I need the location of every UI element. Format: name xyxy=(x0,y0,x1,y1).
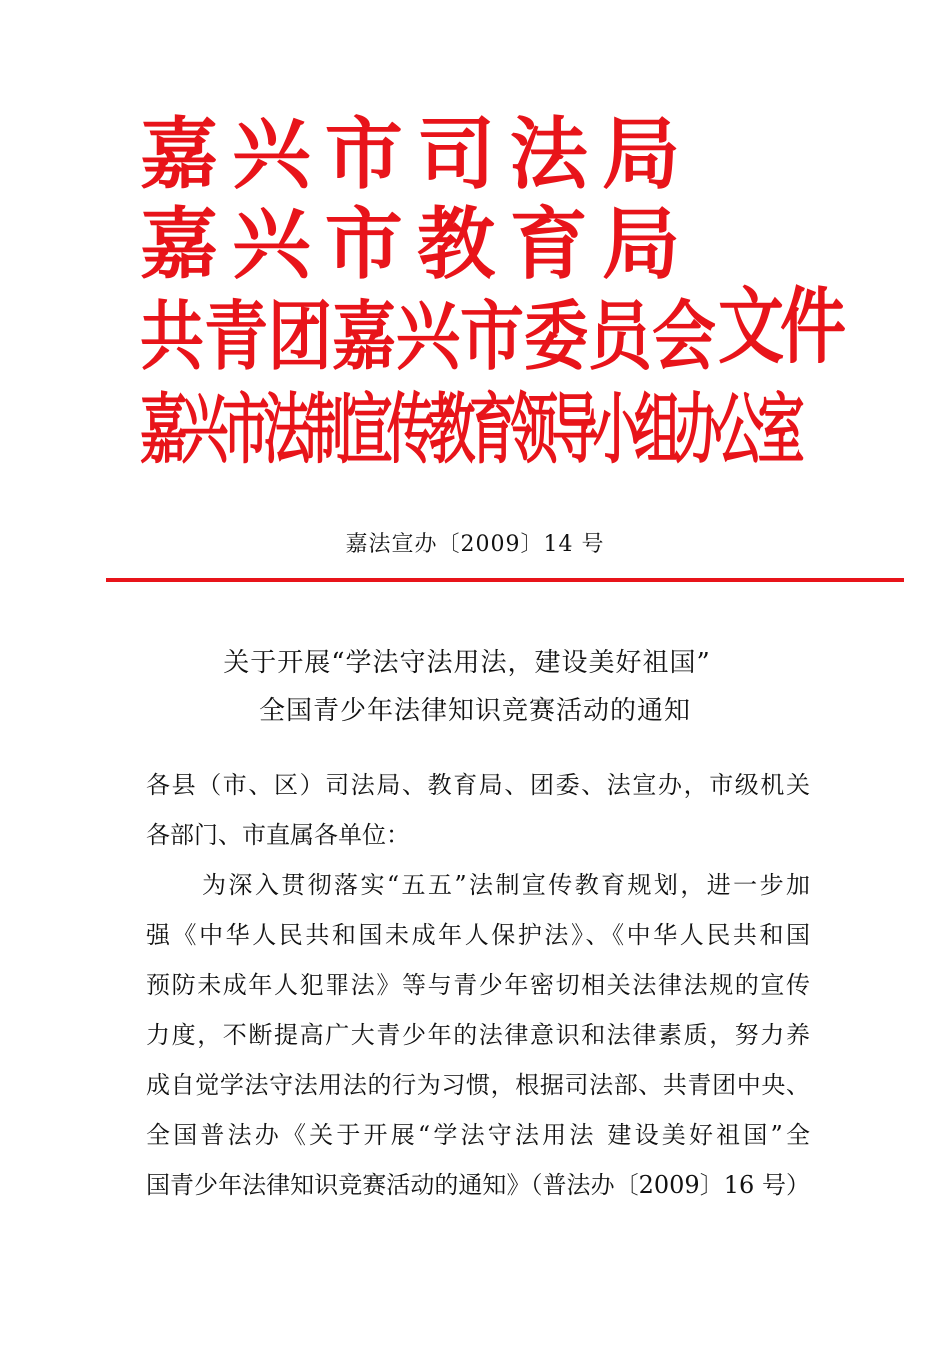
paragraph-line: 力度，不断提高广大青少年的法律意识和法律素质，努力养 xyxy=(146,1021,810,1049)
addressee-line: 各部门、市直属各单位： xyxy=(146,821,410,849)
issuer-header xyxy=(140,110,840,480)
paragraph-line: 为深入贯彻落实“五五”法制宣传教育规划，进一步加 xyxy=(202,871,810,899)
document-suffix: 文件 xyxy=(718,278,842,375)
document-number: 嘉法宣办〔2009〕14 号 xyxy=(345,532,605,557)
issuer-youth-league-committee: 共 青 团 嘉 兴 市 委 员 会 xyxy=(140,294,716,382)
issuer-legal-education-office: 嘉 兴 市 法 制 宣 传 教 育 领 导 小 组 办 公 室 xyxy=(140,385,799,476)
issuer-justice-bureau: 嘉 兴 市 司 法 局 xyxy=(140,110,680,200)
paragraph-line: 预防未成年人犯罪法》等与青少年密切相关法律法规的宣传 xyxy=(146,971,810,999)
notice-body xyxy=(146,760,810,1210)
issuer-education-bureau: 嘉 兴 市 教 育 局 xyxy=(140,200,680,290)
notice-title-line-2: 全国青少年法律知识竞赛活动的通知 xyxy=(258,696,691,726)
paragraph-line: 成自觉学法守法用法的行为习惯，根据司法部、共青团中央、 xyxy=(146,1071,810,1099)
red-divider xyxy=(106,578,904,582)
paragraph-line: 全国普法办《关于开展“学法守法用法 建设美好祖国”全 xyxy=(146,1121,810,1149)
paragraph-line: 强《中华人民共和国未成年人保护法》、《中华人民共和国 xyxy=(146,921,810,949)
notice-title-line-1: 关于开展“学法守法用法，建设美好祖国” xyxy=(223,648,711,678)
addressee-line: 各县（市、区）司法局、教育局、团委、法宣办，市级机关 xyxy=(146,771,810,799)
paragraph-line: 国青少年法律知识竞赛活动的通知》（普法办〔2009〕16 号） xyxy=(146,1171,810,1199)
